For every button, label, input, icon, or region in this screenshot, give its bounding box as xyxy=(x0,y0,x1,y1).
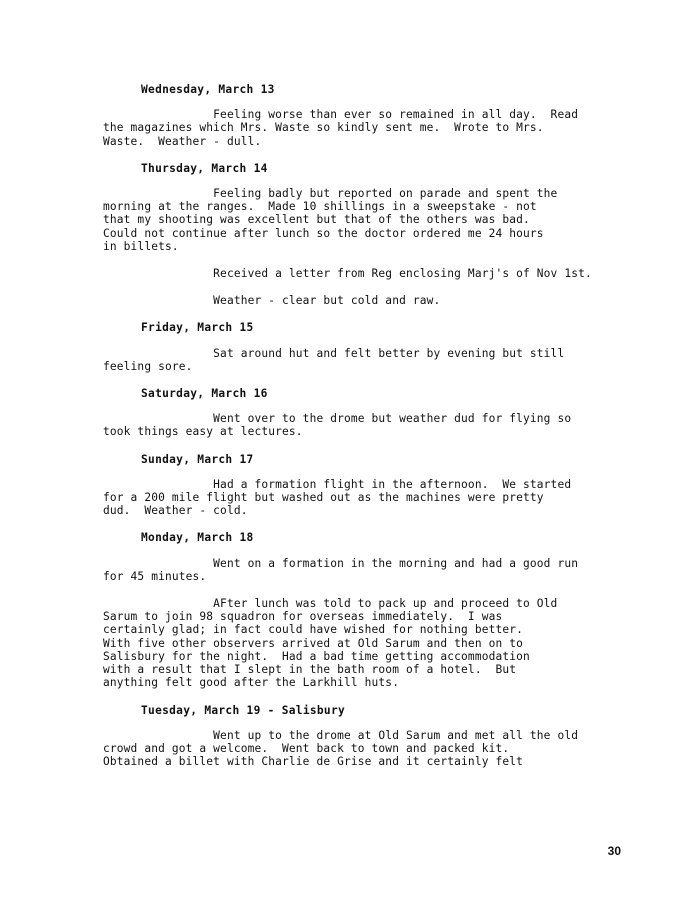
entry-date-heading: Tuesday, March 19 - Salisbury xyxy=(141,703,346,717)
entry-paragraph: Went on a formation in the morning and had a good run for 45 minutes. xyxy=(103,556,579,583)
diary-entry xyxy=(103,453,603,518)
diary-entry xyxy=(103,321,603,373)
diary-entry xyxy=(103,387,603,439)
entry-date-heading: Friday, March 15 xyxy=(141,321,254,335)
entry-paragraph: AFter lunch was told to pack up and proceed to Old Sarum to join 98 squadron for overseas immediately. I was certainly glad; in fact could have wished for nothing better. With five other observers arrived at Old Sarum and then on to Salisbury for the night. Had a bad time getting accommodation with a result that I slept in the bath room of a hotel. But anything felt good after the Larkhill huts. xyxy=(103,597,558,690)
entry-date-heading: Monday, March 18 xyxy=(141,531,254,545)
diary-entry xyxy=(103,531,603,689)
diary-entry xyxy=(103,704,603,769)
entry-paragraph: Went over to the drome but weather dud for flying so took things easy at lectures. xyxy=(103,412,572,439)
entry-paragraph: Weather - clear but cold and raw. xyxy=(103,294,441,308)
entry-paragraph: Had a formation flight in the afternoon. We started for a 200 mile flight but washed out as the machines were pretty dud. Weather - cold. xyxy=(103,477,572,518)
entry-paragraph: Feeling worse than ever so remained in all day. Read the magazines which Mrs. Waste so kindly sent me. Wrote to Mrs. Waste. Weather - dull. xyxy=(103,108,579,148)
entry-paragraph: Received a letter from Reg enclosing Marj's of Nov 1st. xyxy=(103,267,592,281)
diary-entry xyxy=(103,162,603,308)
entry-date-heading: Thursday, March 14 xyxy=(141,161,268,175)
entry-date-heading: Saturday, March 16 xyxy=(141,387,268,401)
entry-paragraph: Went up to the drome at Old Sarum and met all the old crowd and got a welcome. Went back to town and packed kit. Obtained a billet with Charlie de Grise and it certainly felt xyxy=(103,728,579,769)
entry-paragraph: Sat around hut and felt better by evening but still feeling sore. xyxy=(103,346,565,373)
diary-text xyxy=(103,83,603,782)
entry-date-heading: Wednesday, March 13 xyxy=(141,83,275,96)
page-number: 30 xyxy=(607,844,621,858)
entry-paragraph: Feeling badly but reported on parade and spent the morning at the ranges. Made 10 shillings in a sweepstake - not that my shooting was excellent but that of the others was bad. Could not continue after lunch so the doctor ordered me 24 hours in billets. xyxy=(103,187,558,253)
entry-date-heading: Sunday, March 17 xyxy=(141,452,254,466)
diary-entry xyxy=(103,83,603,148)
